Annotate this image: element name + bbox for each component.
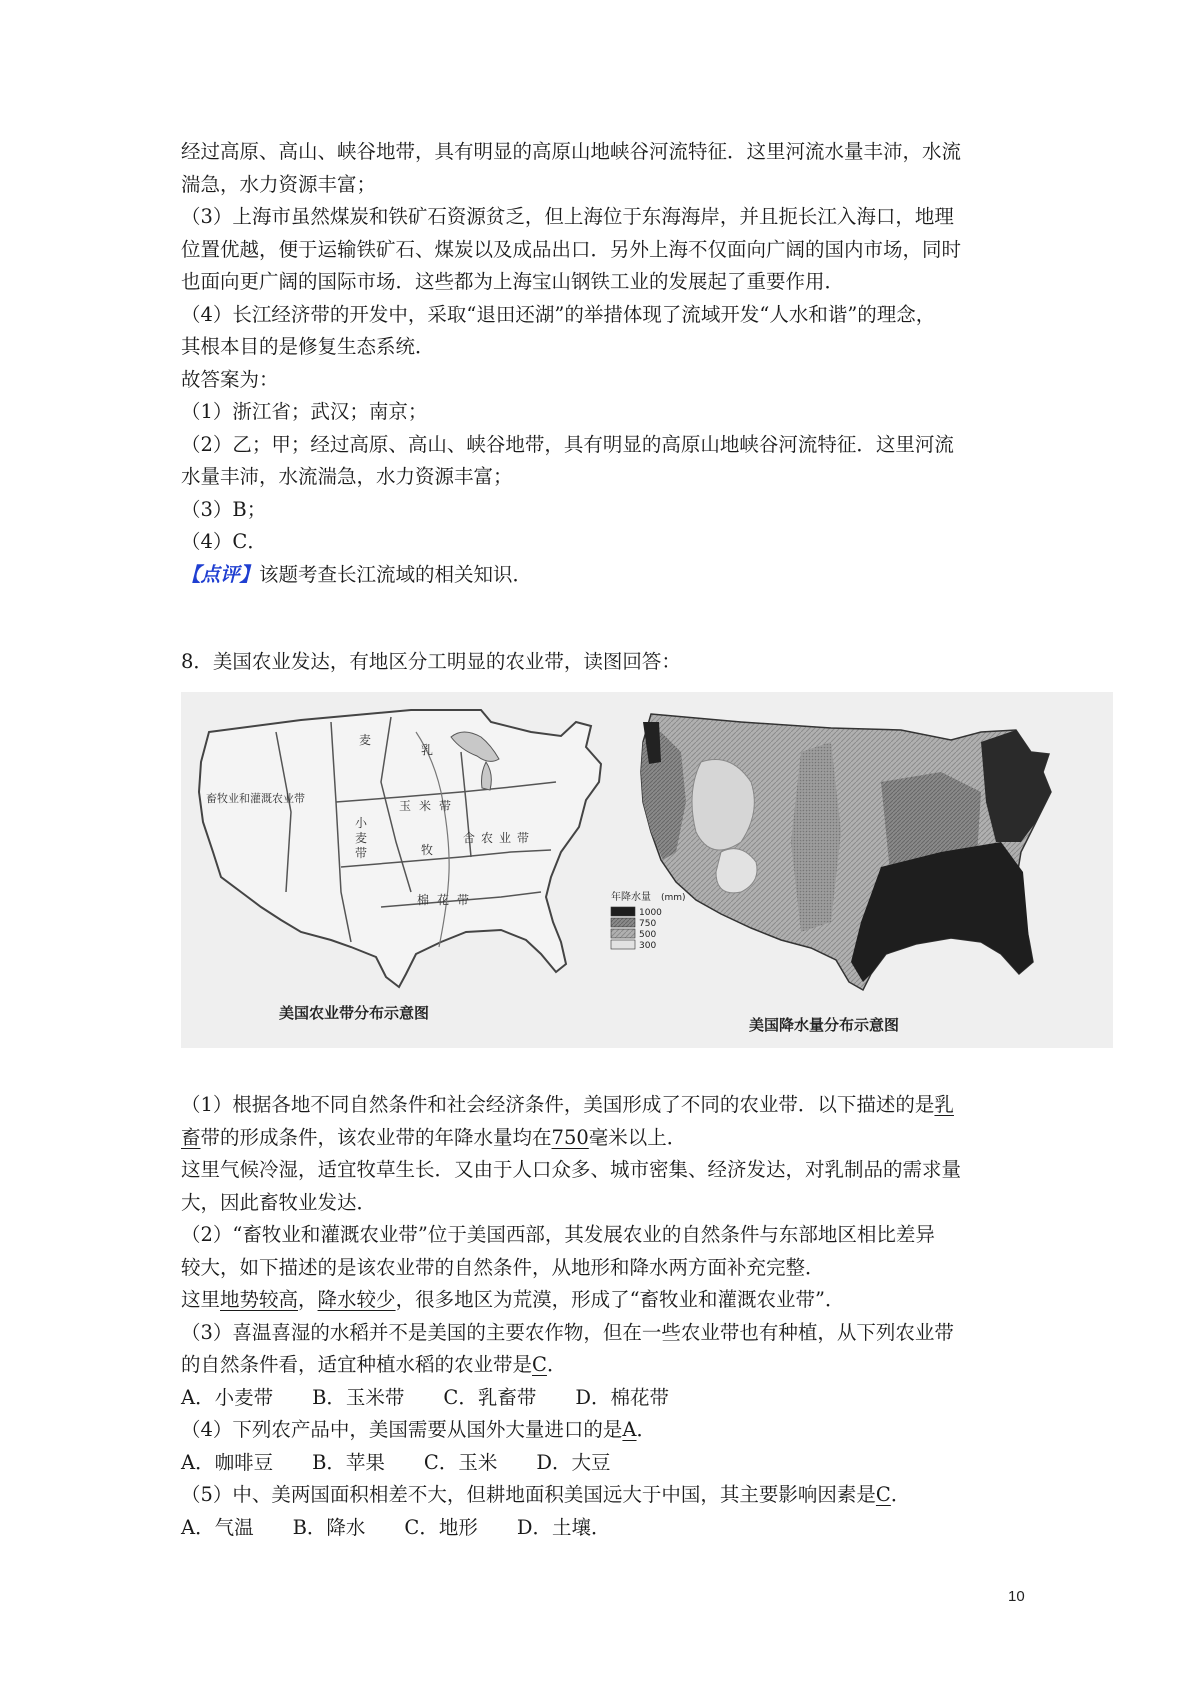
sub4-answer: A: [622, 1418, 637, 1441]
question-8-subquestions: [181, 1089, 1121, 1544]
label-char-yu: 玉: [399, 799, 412, 813]
sub1-text: 毫米以上．: [588, 1125, 687, 1149]
label-ranching-irrigation: 畜牧业和灌溉农业带: [206, 792, 305, 805]
sub3-line: （3）喜温喜湿的水稻并不是美国的主要农作物，但在一些农业带也有种植，从下列农业带: [181, 1320, 954, 1344]
legend-unit: (mm): [661, 893, 686, 903]
sub2-answer-line: [181, 1284, 1121, 1317]
sub2-text: ，: [298, 1288, 318, 1311]
text-line: 也面向更广阔的国际市场．这些都为上海宝山钢铁工业的发展起了重要作用．: [181, 270, 845, 293]
label-char-mai2: 麦: [355, 831, 368, 845]
answer-line: （1）浙江省；武汉；南京；: [181, 400, 428, 423]
sub5-text: ．: [890, 1483, 911, 1506]
sub3-answer-line: [181, 1349, 1121, 1382]
sub5-options: A．气温 B．降水 C．地形 D．土壤．: [181, 1515, 611, 1539]
answer-line: （4）C．: [181, 530, 267, 553]
sub4-text: ．: [636, 1418, 657, 1441]
sub1-line1: [181, 1089, 1121, 1122]
sub1-description: 这里气候冷湿，适宜牧草生长．又由于人口众多、城市密集、经济发达，对乳制品的需求量: [181, 1158, 962, 1181]
maps-figure: [181, 692, 1113, 1048]
label-char-he: 合: [463, 831, 476, 845]
legend-value: 500: [639, 930, 657, 940]
answer-explanation-block: [181, 136, 1121, 591]
sub2-text: ，很多地区为荒漠，形成了“畜牧业和灌溉农业带”．: [395, 1288, 845, 1311]
answer-line: （2）乙；甲；经过高原、高山、峡谷地带，具有明显的高原山地峡谷河流特征．这里河流: [181, 432, 954, 456]
question-stem: 8．美国农业发达，有地区分工明显的农业带，读图回答：: [181, 650, 681, 673]
sub5-answer: C: [875, 1483, 891, 1506]
text-line: 湍急，水力资源丰富；: [181, 172, 377, 196]
sub2-answer-2: 降水较少: [317, 1288, 396, 1311]
sub1-text: 带的形成条件，该农业带的年降水量均在: [200, 1125, 552, 1149]
legend-title: 年降水量: [611, 892, 651, 903]
label-char-hua: 花: [437, 893, 450, 907]
legend-value: 1000: [639, 908, 662, 918]
maps-figure-svg: [181, 692, 1113, 1048]
sub3-answer: C: [532, 1353, 547, 1376]
precipitation-map: [611, 714, 1051, 1034]
sub5-text: （5）中、美两国面积相差不大，但耕地面积美国远大于中国，其主要影响因素是: [181, 1483, 876, 1506]
agriculture-belt-map: [199, 710, 601, 1022]
left-map-title: 美国农业带分布示意图: [279, 1004, 430, 1022]
sub5-answer-line: [181, 1479, 1121, 1512]
sub1-description: 大，因此畜牧业发达．: [181, 1190, 377, 1214]
text-line: （3）上海市虽然煤炭和铁矿石资源贫乏，但上海位于东海海岸，并且扼长江入海口，地理: [181, 205, 954, 228]
text-line: 位置优越，便于运输铁矿石、煤炭以及成品出口．另外上海不仅面向广阔的国内市场，同时: [181, 237, 962, 261]
label-char-xiao: 小: [355, 816, 368, 830]
sub3-text: 的自然条件看，适宜种植水稻的农业带是: [181, 1353, 533, 1376]
answer-line: （3）B；: [181, 497, 267, 521]
legend-value: 750: [639, 919, 657, 929]
comment-line: [181, 559, 1121, 592]
text-line: 其根本目的是修复生态系统．: [181, 335, 435, 358]
text-line: （4）长江经济带的开发中，采取“退田还湖”的举措体现了流域开发“人水和谐”的理念，: [181, 302, 936, 326]
sub4-options: A．咖啡豆 B．苹果 C．玉米 D．大豆: [181, 1450, 611, 1474]
sub1-answer-1a: 乳: [934, 1093, 954, 1116]
comment-text: 该题考查长江流域的相关知识．: [259, 562, 533, 586]
comment-tag: 【点评】: [181, 562, 260, 586]
answer-line: 水量丰沛，水流湍急，水力资源丰富；: [181, 465, 513, 488]
sub4-answer-line: [181, 1414, 1121, 1447]
page-number: 10: [1008, 1588, 1025, 1605]
label-char-dai: 带: [439, 799, 452, 813]
label-char-ru: 乳: [421, 743, 434, 757]
sub3-text: ．: [546, 1353, 567, 1376]
usa-outline-left: [199, 710, 601, 987]
label-char-dai3: 带: [517, 831, 530, 845]
label-char-mu: 牧: [421, 843, 434, 857]
question-8-stem: [181, 646, 1121, 679]
label-char-nong: 农: [481, 831, 494, 845]
label-char-ye: 业: [499, 831, 512, 845]
label-char-mai: 麦: [359, 733, 372, 747]
precipitation-legend: [611, 890, 686, 951]
sub1-text: （1）根据各地不同自然条件和社会经济条件，美国形成了不同的农业带．以下描述的是: [181, 1093, 935, 1116]
text-line: 经过高原、高山、峡谷地带，具有明显的高原山地峡谷河流特征．这里河流水量丰沛，水流: [181, 140, 962, 163]
label-char-mian: 棉: [417, 893, 430, 907]
sub1-answer-2: 750: [551, 1125, 589, 1149]
sub2-line: （2）“畜牧业和灌溉农业带”位于美国西部，其发展农业的自然条件与东部地区相比差异: [181, 1223, 935, 1246]
sub3-options: A．小麦带 B．玉米带 C．乳畜带 D．棉花带: [181, 1385, 669, 1409]
label-char-dai4: 带: [457, 893, 470, 907]
sub1-answer-1b: 畜: [181, 1125, 201, 1149]
sub2-line: 较大，如下描述的是该农业带的自然条件，从地形和降水两方面补充完整．: [181, 1255, 825, 1279]
sub2-text: 这里: [181, 1288, 221, 1311]
sub4-text: （4）下列农产品中，美国需要从国外大量进口的是: [181, 1418, 623, 1441]
sub1-line2: [181, 1122, 1121, 1155]
label-char-mi: 米: [419, 799, 432, 813]
label-char-dai2: 带: [355, 846, 368, 860]
right-map-title: 美国降水量分布示意图: [749, 1016, 900, 1034]
answer-heading: 故答案为：: [181, 367, 279, 391]
legend-value: 300: [639, 941, 657, 951]
sub2-answer-1: 地势较高: [220, 1288, 299, 1311]
